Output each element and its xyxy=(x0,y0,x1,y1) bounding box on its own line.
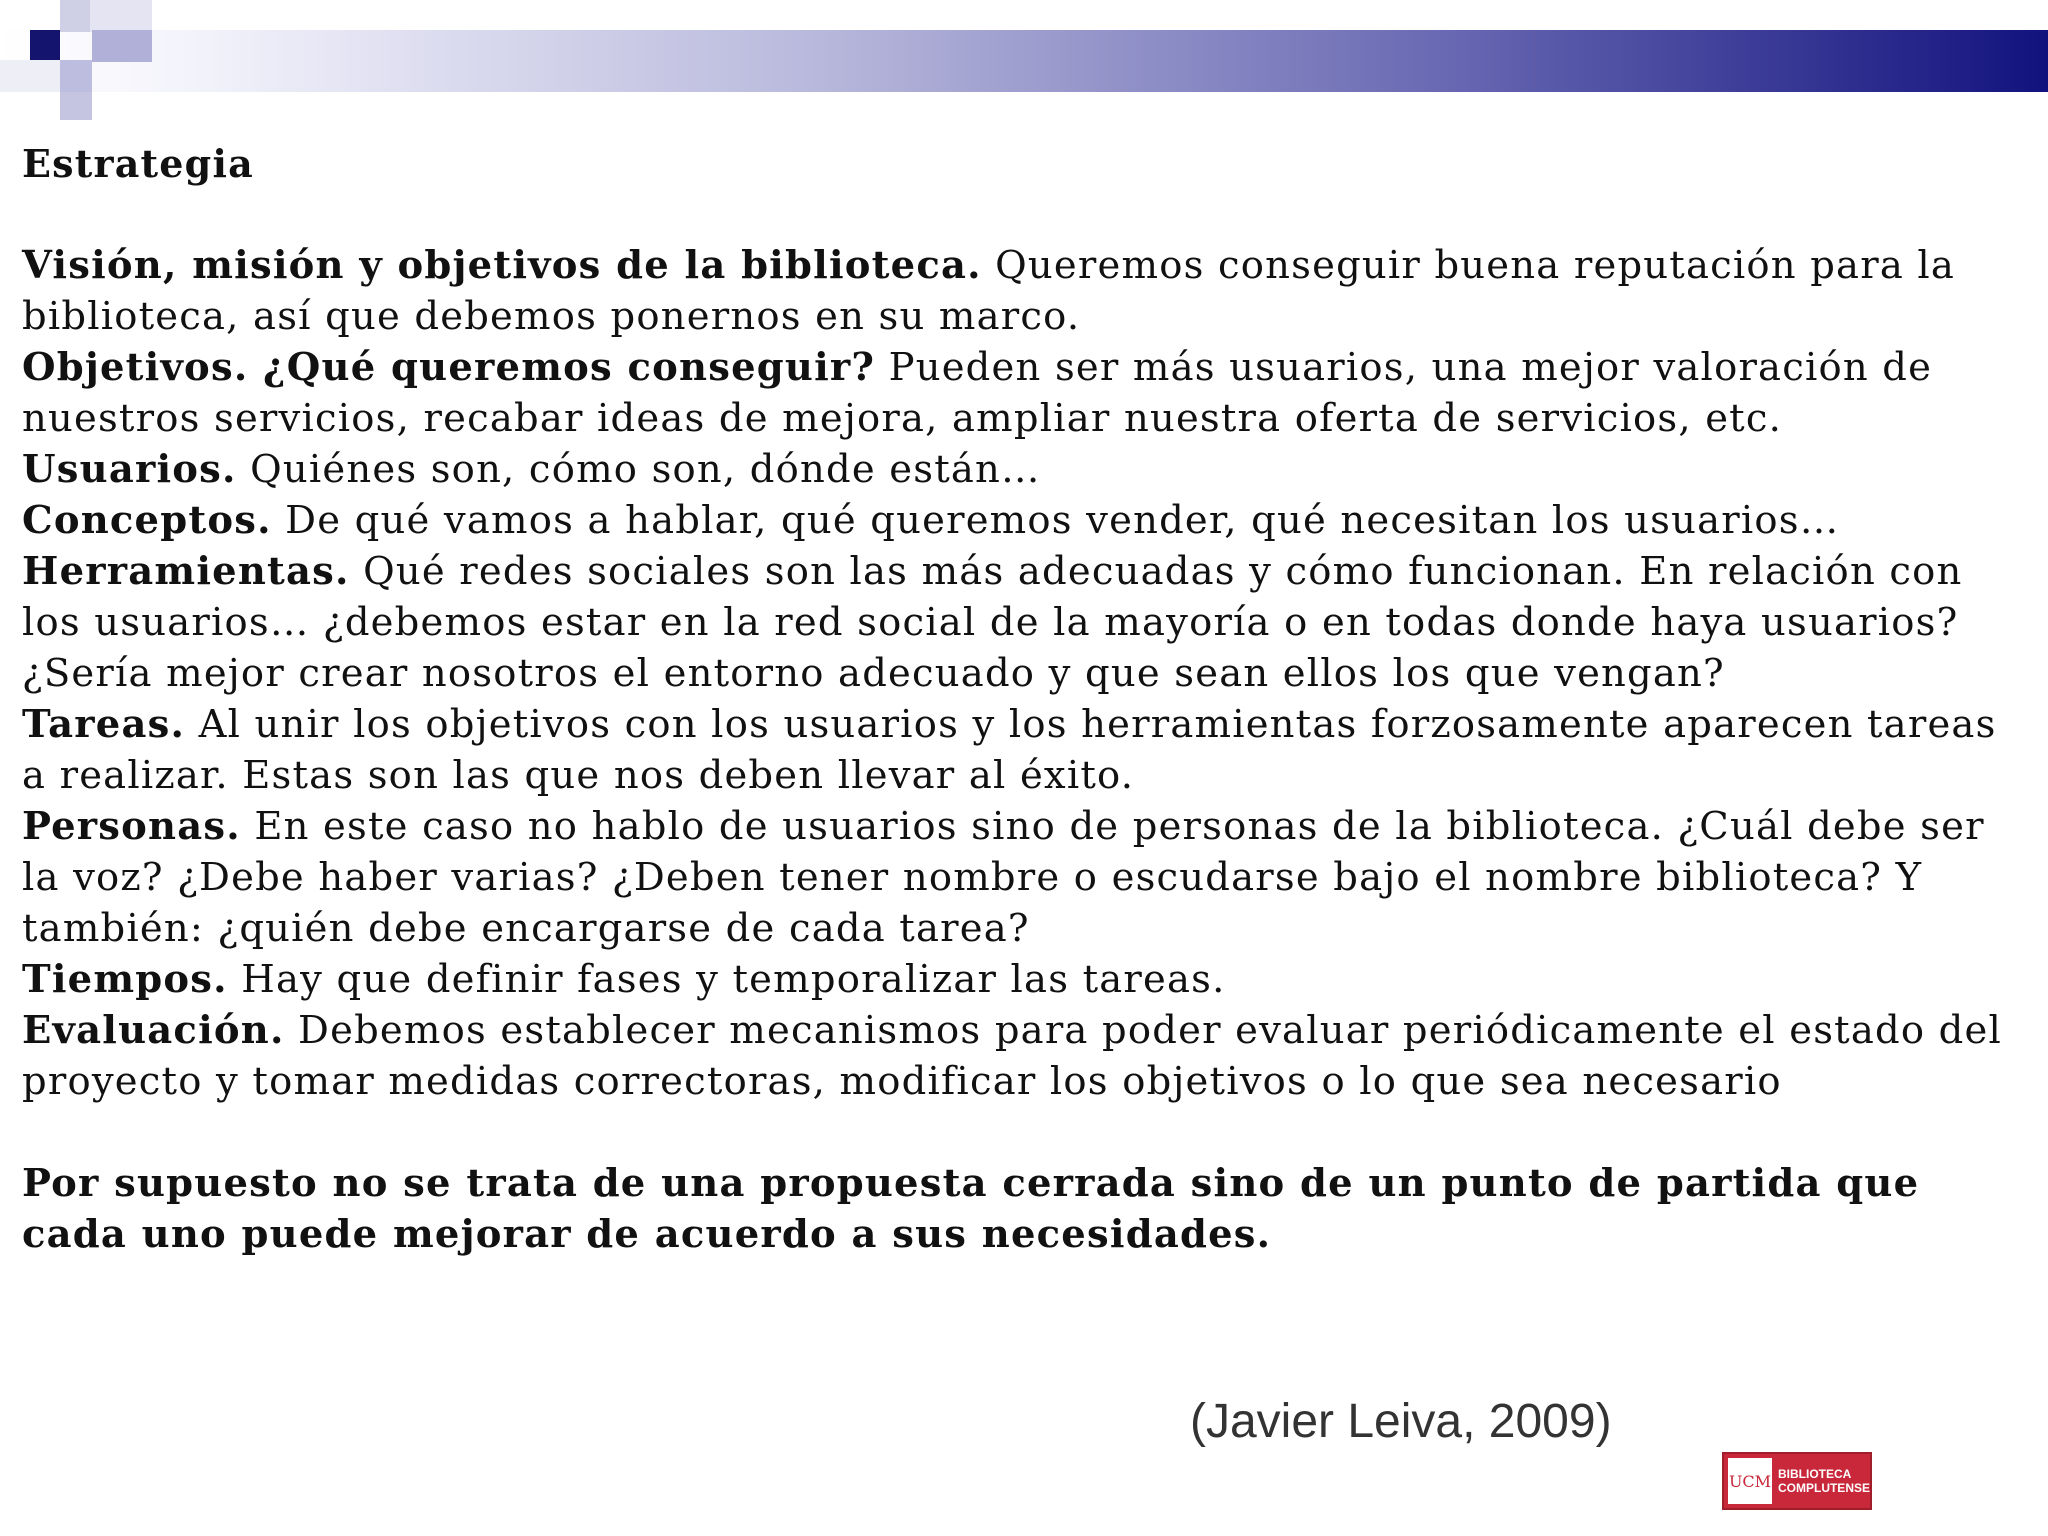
item-label: Conceptos. xyxy=(22,498,272,543)
list-item xyxy=(22,342,2032,444)
item-text: Quiénes son, cómo son, dónde están… xyxy=(236,447,1041,492)
list-item xyxy=(22,546,2032,699)
item-text: Hay que definir fases y temporalizar las tareas. xyxy=(227,957,1226,1002)
logo-line-2: COMPLUTENSE xyxy=(1777,1481,1870,1495)
item-text: Qué redes sociales son las más adecuadas y cómo funcionan. En relación con los usuarios… ¿debemos estar en la red social de la mayoría o en todas donde haya usuarios? ¿Sería mejor crear nosotros el entorno adecuado y que sean ellos los que vengan? xyxy=(22,549,1963,696)
decorative-square xyxy=(60,92,92,120)
item-text: Debemos establecer mecanismos para poder evaluar periódicamente el estado del proyecto y tomar medidas correctoras, modificar los objetivos o lo que sea necesario xyxy=(22,1008,2003,1104)
list-item xyxy=(22,495,2032,546)
list-item xyxy=(22,954,2032,1005)
item-label: Evaluación. xyxy=(22,1008,285,1053)
decorative-square xyxy=(60,60,92,92)
page-title: Estrategia xyxy=(22,141,254,186)
item-label: Personas. xyxy=(22,804,241,849)
list-item xyxy=(22,1005,2032,1107)
item-label: Visión, misión y objetivos de la biblioteca. xyxy=(22,243,982,288)
header-gradient-band xyxy=(0,30,2048,92)
logo-line-1: BIBLIOTECA xyxy=(1777,1467,1852,1481)
item-label: Usuarios. xyxy=(22,447,237,492)
item-text: Queremos conseguir buena reputación para la biblioteca, así que debemos ponernos en su marco. xyxy=(22,243,1956,339)
decorative-square xyxy=(92,30,152,62)
document-body xyxy=(22,138,2032,1260)
item-text: Al unir los objetivos con los usuarios y los herramientas forzosamente aparecen tareas a realizar. Estas son las que nos deben llevar al éxito. xyxy=(22,702,1997,798)
decorative-square xyxy=(90,0,152,32)
library-logo xyxy=(1722,1452,1872,1510)
logo-ucm-mark: UCM xyxy=(1728,1458,1772,1504)
list-item xyxy=(22,699,2032,801)
decorative-square-dark xyxy=(30,30,60,60)
item-label: Objetivos. ¿Qué queremos conseguir? xyxy=(22,345,876,390)
item-text: Pueden ser más usuarios, una mejor valoración de nuestros servicios, recabar ideas de mejora, ampliar nuestra oferta de servicios, etc. xyxy=(22,345,1933,441)
item-text: En este caso no hablo de usuarios sino de personas de la biblioteca. ¿Cuál debe ser la voz? ¿Debe haber varias? ¿Deben tener nombre o escudarse bajo el nombre biblioteca? Y también: ¿quién debe encargarse de cada tarea? xyxy=(22,804,1985,951)
list-item xyxy=(22,801,2032,954)
citation: (Javier Leiva, 2009) xyxy=(1190,1395,1612,1448)
decorative-square xyxy=(60,0,92,32)
list-item xyxy=(22,444,2032,495)
conclusion-paragraph: Por supuesto no se trata de una propuesta cerrada sino de un punto de partida que cada uno puede mejorar de acuerdo a sus necesidades. xyxy=(22,1161,1920,1257)
item-text: De qué vamos a hablar, qué queremos vender, qué necesitan los usuarios… xyxy=(271,498,1840,543)
item-label: Tareas. xyxy=(22,702,186,747)
logo-text xyxy=(1772,1454,1870,1508)
list-item xyxy=(22,240,2032,342)
item-label: Herramientas. xyxy=(22,549,350,594)
decorative-square xyxy=(0,60,60,92)
item-label: Tiempos. xyxy=(22,957,228,1002)
